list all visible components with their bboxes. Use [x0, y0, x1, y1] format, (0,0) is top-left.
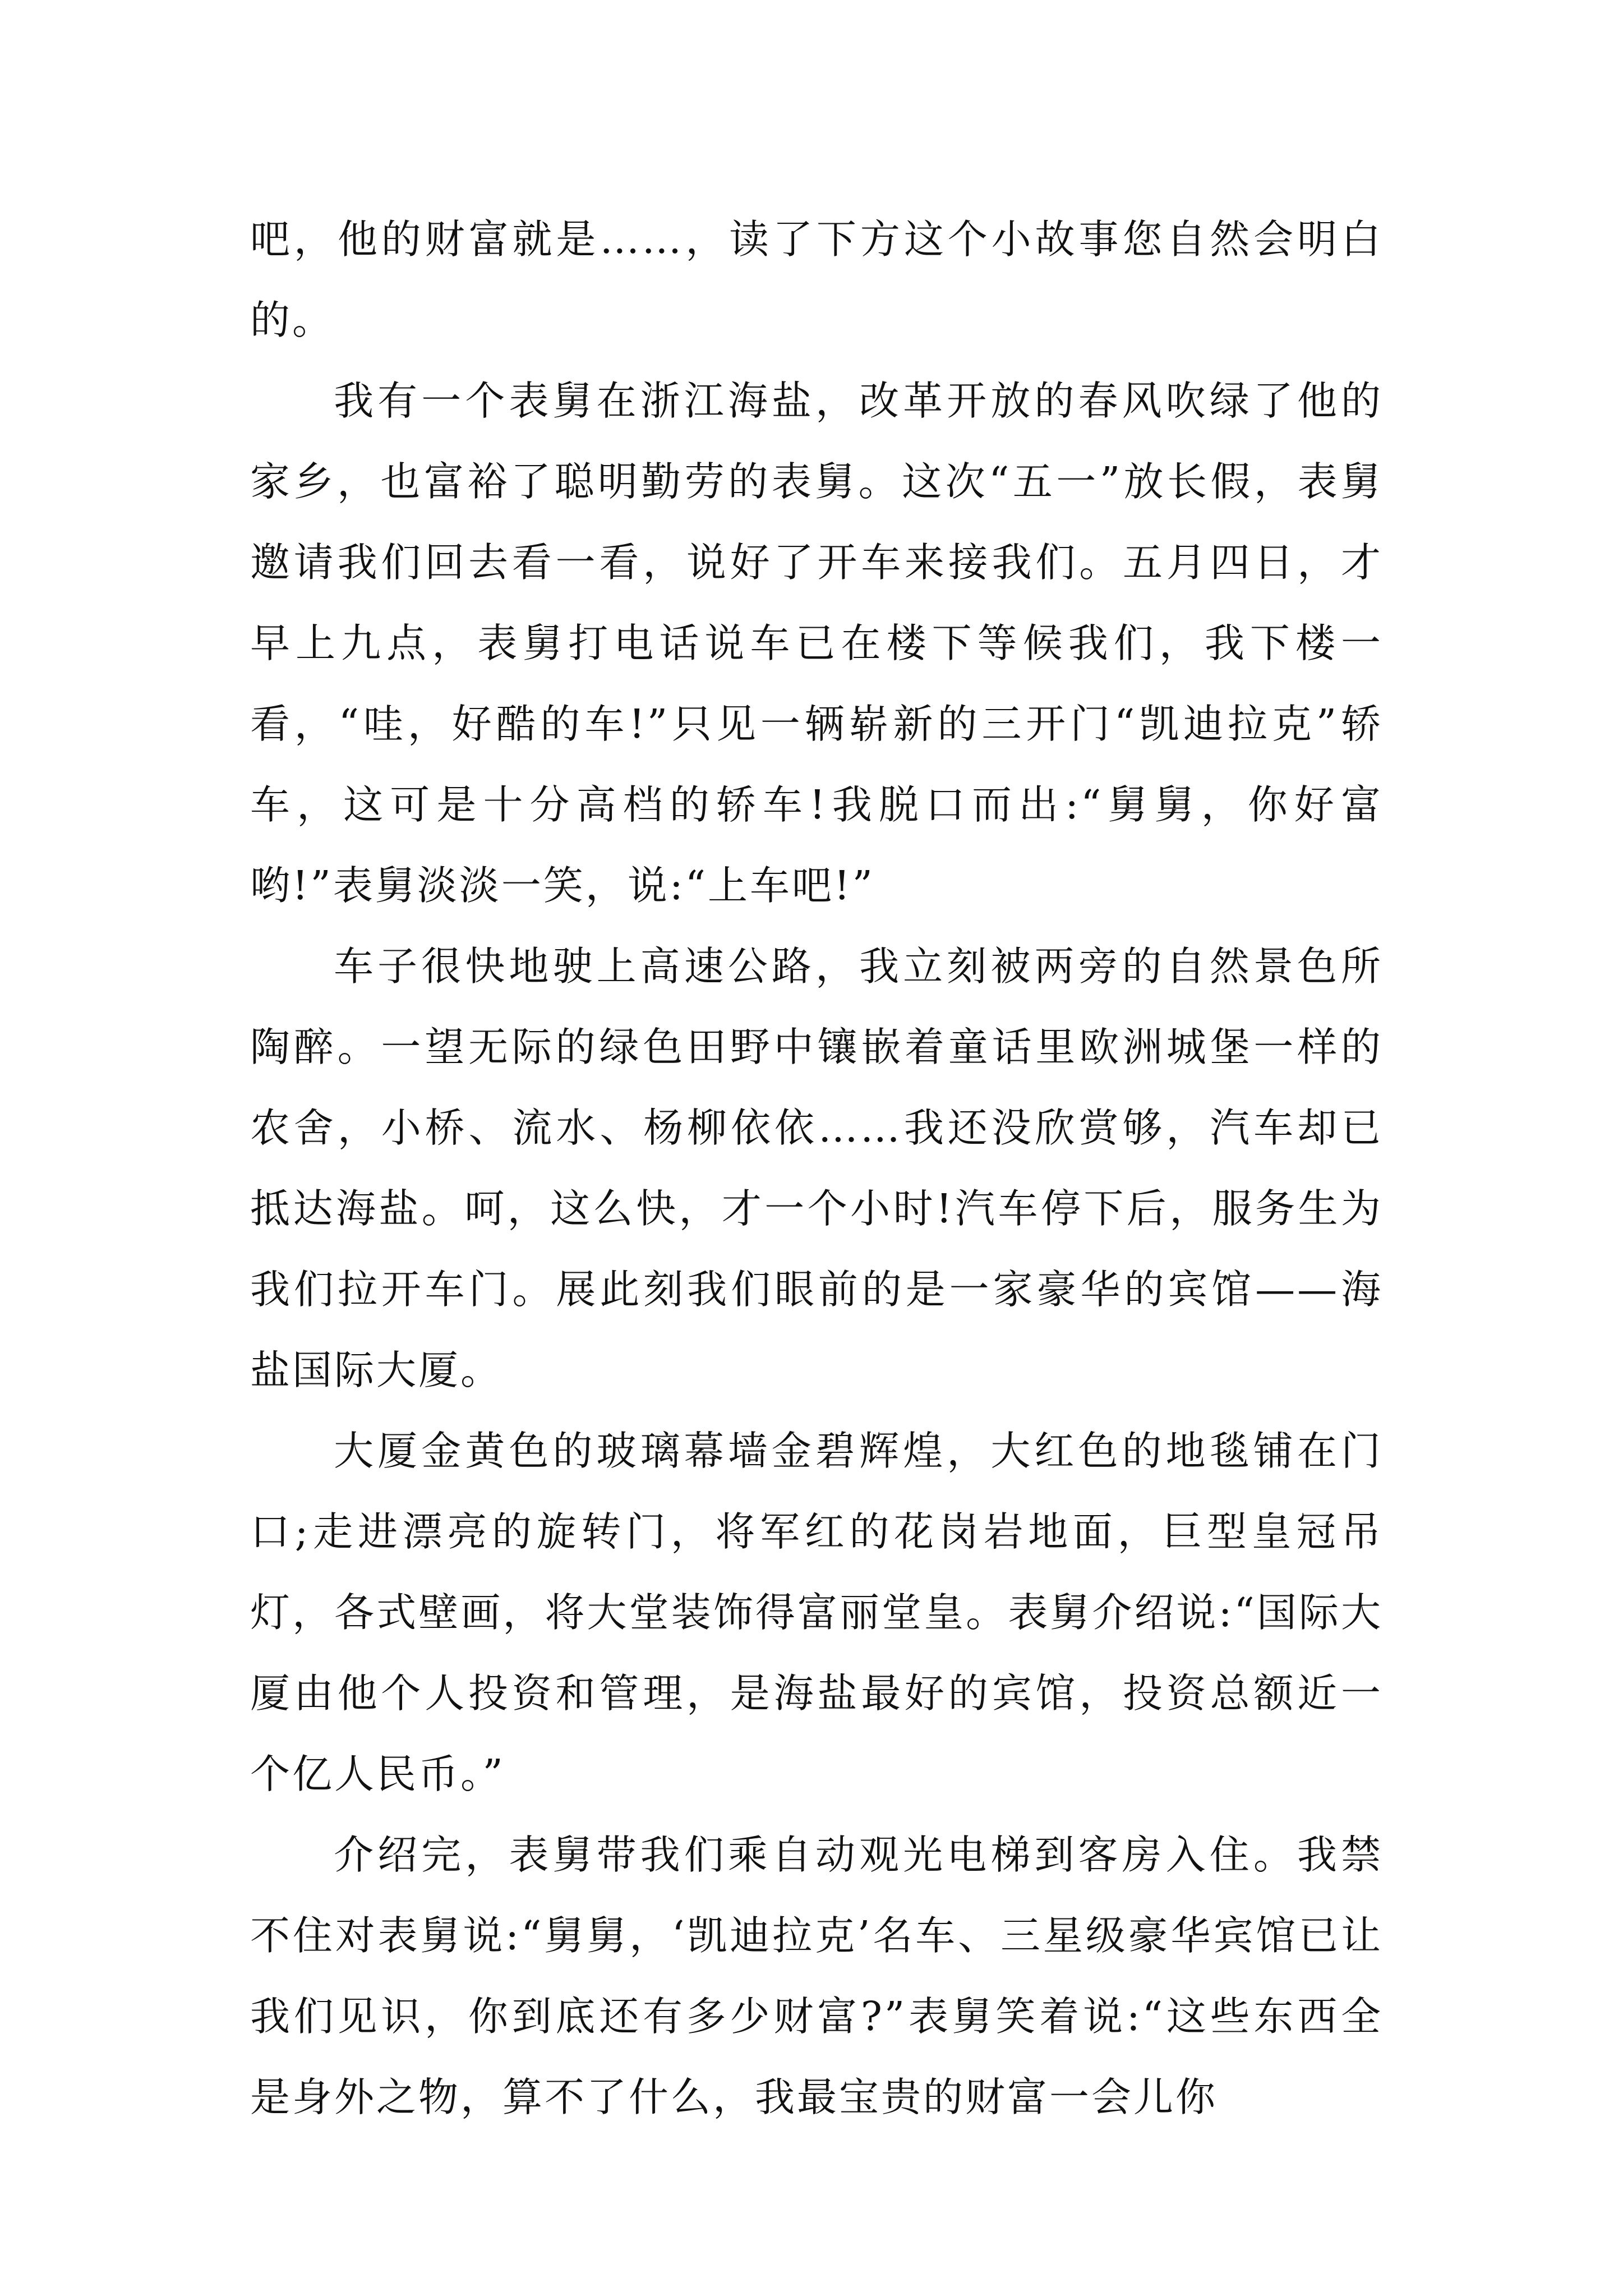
paragraph-4: 大厦金黄色的玻璃幕墙金碧辉煌，大红色的地毯铺在门口;走进漂亮的旋转门，将军红的花岗岩地面，巨型皇冠吊灯，各式壁画，将大堂装饰得富丽堂皇。表舅介绍说:“国际大厦由他个人投资和管理，是海盐最好的宾馆，投资总额近一个亿人民币。”: [250, 1428, 1383, 1797]
paragraph-1: 吧，他的财富就是……，读了下方这个小故事您自然会明白的。: [250, 216, 1383, 343]
paragraph-2: 我有一个表舅在浙江海盐，改革开放的春风吹绿了他的家乡，也富裕了聪明勤劳的表舅。这次“五一”放长假，表舅邀请我们回去看一看，说好了开车来接我们。五月四日，才早上九点，表舅打电话说车已在楼下等候我们，我下楼一看，“哇，好酷的车!”只见一辆崭新的三开门“凯迪拉克”轿车，这可是十分高档的轿车!我脱口而出:“舅舅，你好富哟!”表舅淡淡一笑，说:“上车吧!”: [250, 378, 1383, 909]
paragraph-5: 介绍完，表舅带我们乘自动观光电梯到客房入住。我禁不住对表舅说:“舅舅，‘凯迪拉克’名车、三星级豪华宾馆已让我们见识，你到底还有多少财富?”表舅笑着说:“这些东西全是身外之物，算不了什么，我最宝贵的财富一会儿你: [250, 1832, 1383, 2120]
paragraph-3: 车子很快地驶上高速公路，我立刻被两旁的自然景色所陶醉。一望无际的绿色田野中镶嵌着童话里欧洲城堡一样的农舍，小桥、流水、杨柳依依……我还没欣赏够，汽车却已抵达海盐。呵，这么快，才一个小时!汽车停下后，服务生为我们拉开车门。展此刻我们眼前的是一家豪华的宾馆——海盐国际大厦。: [250, 943, 1383, 1393]
body-text: [250, 199, 1383, 2138]
